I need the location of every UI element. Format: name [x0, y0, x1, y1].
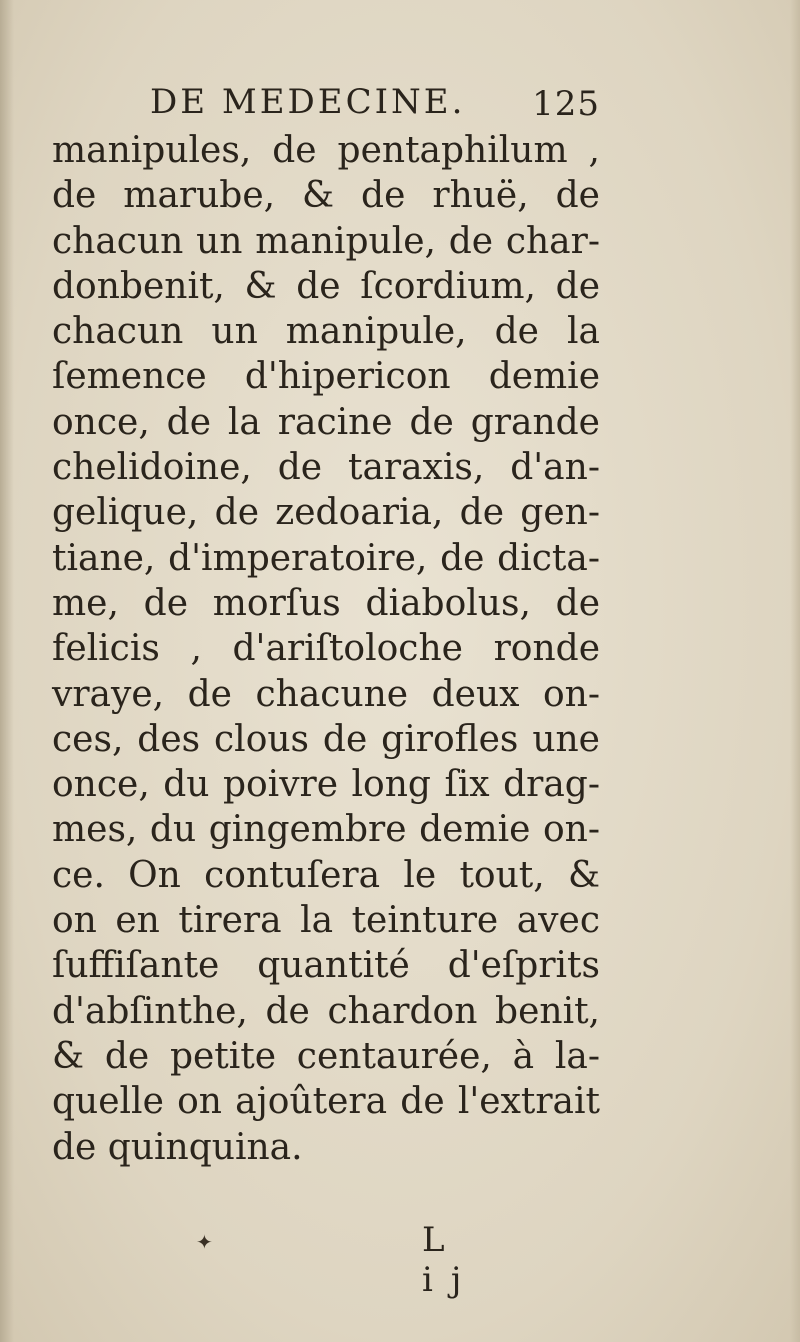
text-line: me, de morſus diabolus, de: [52, 582, 600, 624]
text-line: felicis , d'ariſtoloche ronde: [52, 628, 600, 670]
text-line: once, de la racine de grande: [52, 401, 600, 443]
text-line: ces, des clous de girofles une: [52, 718, 600, 760]
text-line: quelle on ajoûtera de l'extrait: [52, 1081, 600, 1123]
text-line: chacun un manipule, de char-: [52, 220, 600, 262]
text-line: de quinquina.: [52, 1126, 303, 1168]
text-line: ſemence d'hipericon demie: [52, 356, 600, 398]
text-line: ſuffiſante quantité d'eſprits: [52, 945, 600, 987]
text-line: mes, du gingembre demie on-: [52, 809, 600, 851]
page-number: 125: [532, 84, 600, 124]
text-line: manipules, de pentaphilum ,: [52, 130, 600, 171]
ornament-icon: ✦: [196, 1230, 213, 1254]
text-line: d'abſinthe, de chardon benit,: [52, 990, 600, 1032]
signature-mark: L ij: [422, 1220, 480, 1300]
text-line: & de petite centaurée, à la-: [52, 1035, 600, 1077]
text-line: gelique, de zedoaria, de gen-: [52, 492, 600, 534]
running-head: [150, 82, 610, 132]
body-text: [52, 128, 600, 1170]
signature-line: [190, 1220, 530, 1300]
page-edge-shadow: [790, 0, 800, 1342]
text-line: tiane, d'imperatoire, de dicta-: [52, 537, 600, 579]
text-line: de marube, & de rhuë, de: [52, 175, 600, 217]
text-line: on en tirera la teinture avec: [52, 900, 600, 942]
text-line: chacun un manipule, de la: [52, 311, 600, 353]
text-line: vraye, de chacune deux on-: [52, 673, 600, 715]
text-line: chelidoine, de taraxis, d'an-: [52, 447, 600, 489]
text-line: donbenit, & de ſcordium, de: [52, 265, 600, 307]
text-line: ce. On contuſera le tout, &: [52, 854, 600, 896]
page-gutter-shadow: [0, 0, 14, 1342]
text-line: once, du poivre long ſix drag-: [52, 764, 600, 806]
running-head-title: DE MEDECINE.: [150, 82, 466, 122]
